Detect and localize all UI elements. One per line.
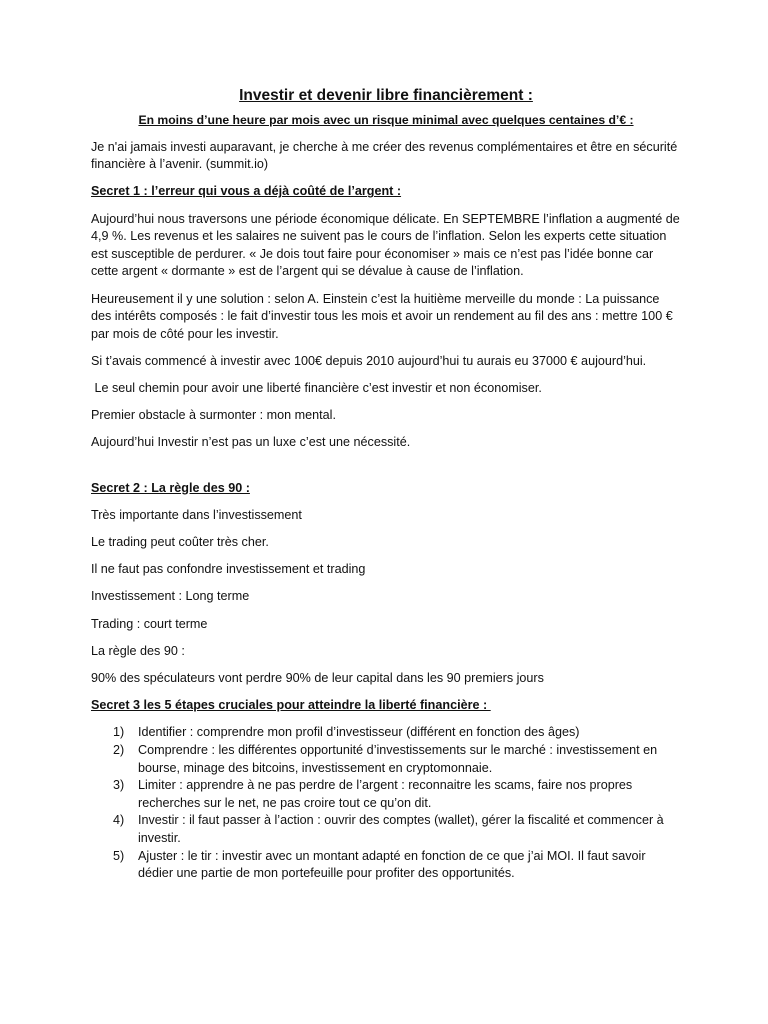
- intro-paragraph: Je n'ai jamais investi auparavant, je cherche à me créer des revenus complémentaires et être en sécurité financière à l’avenir. (summit.io): [91, 139, 678, 172]
- list-item: [91, 742, 681, 777]
- step-number: 5): [113, 848, 125, 863]
- step-text: Comprendre : les différentes opportunité d’investissements sur le marché : investissement en bourse, minage des bitcoins, investissement en cryptomonnaie.: [138, 742, 658, 775]
- secret3-heading: Secret 3 les 5 étapes cruciales pour atteindre la liberté financière :: [91, 698, 491, 713]
- secret1-paragraph: Aujourd’hui nous traversons une période économique délicate. En SEPTEMBRE l’inflation a augmenté de 4,9 %. Les revenus et les salaires ne suivent pas le cours de l’inflation. Selon les experts cette situation est susceptible de perdurer. « Je dois tout faire pour économiser » mais ce n’est pas l’idée bonne car cette argent « dormante » est de l’argent qui se dévalue à cause de l’inflation.: [91, 211, 680, 279]
- list-item: [91, 777, 681, 812]
- secret2-paragraph: Il ne faut pas confondre investissement et trading: [91, 562, 366, 577]
- step-text: Investir : il faut passer à l’action : ouvrir des comptes (wallet), gérer la fiscalité et commencer à investir.: [138, 813, 664, 845]
- document-page: [91, 86, 681, 883]
- secret1-paragraph: Le seul chemin pour avoir une liberté financière c’est investir et non économiser.: [91, 381, 542, 396]
- steps-list: [91, 724, 681, 882]
- list-item: [91, 812, 681, 847]
- secret1-paragraph: Heureusement il y une solution : selon A. Einstein c’est la huitième merveille du monde : La puissance des intérêts composés : le fait d’investir tous les mois et avoir un rendement au fil des ans : mettre 100 € par mois de côté pour les investir.: [91, 291, 673, 341]
- secret2-paragraph: Trading : court terme: [91, 616, 208, 631]
- step-text: Limiter : apprendre à ne pas perdre de l’argent : reconnaitre les scams, faire nos propres recherches sur le net, ne pas croire tout ce qu’on dit.: [138, 778, 633, 810]
- step-text: Ajuster : le tir : investir avec un montant adapté en fonction de ce que j’ai MOI. Il faut savoir dédier une partie de mon portefeuille pour profiter des opportunités.: [138, 848, 646, 881]
- step-number: 1): [113, 725, 125, 740]
- secret1-paragraph: Si t’avais commencé à investir avec 100€ depuis 2010 aujourd’hui tu aurais eu 37000 € aujourd’hui.: [91, 353, 647, 368]
- secret2-paragraph: 90% des spéculateurs vont perdre 90% de leur capital dans les 90 premiers jours: [91, 670, 544, 685]
- secret1-heading: Secret 1 : l’erreur qui vous a déjà coûté de l’argent :: [91, 184, 402, 199]
- step-text: Identifier : comprendre mon profil d’investisseur (différent en fonction des âges): [138, 725, 580, 740]
- document-title: Investir et devenir libre financièrement :: [239, 87, 533, 104]
- secret1-paragraph: Premier obstacle à surmonter : mon mental.: [91, 408, 336, 423]
- document-subtitle: En moins d’une heure par mois avec un risque minimal avec quelques centaines d’€ :: [138, 113, 634, 127]
- section-spacer: [91, 462, 681, 480]
- secret2-paragraph: La règle des 90 :: [91, 643, 185, 658]
- secret2-heading: Secret 2 : La règle des 90 :: [91, 480, 250, 495]
- step-number: 4): [113, 813, 125, 828]
- list-item: [91, 724, 681, 742]
- step-number: 3): [113, 778, 125, 793]
- secret1-paragraph: Aujourd’hui Investir n’est pas un luxe c’est une nécessité.: [91, 435, 411, 450]
- list-item: [91, 848, 681, 883]
- secret2-paragraph: Le trading peut coûter très cher.: [91, 535, 269, 550]
- step-number: 2): [113, 742, 125, 757]
- secret2-paragraph: Très importante dans l’investissement: [91, 507, 302, 522]
- secret2-paragraph: Investissement : Long terme: [91, 589, 250, 604]
